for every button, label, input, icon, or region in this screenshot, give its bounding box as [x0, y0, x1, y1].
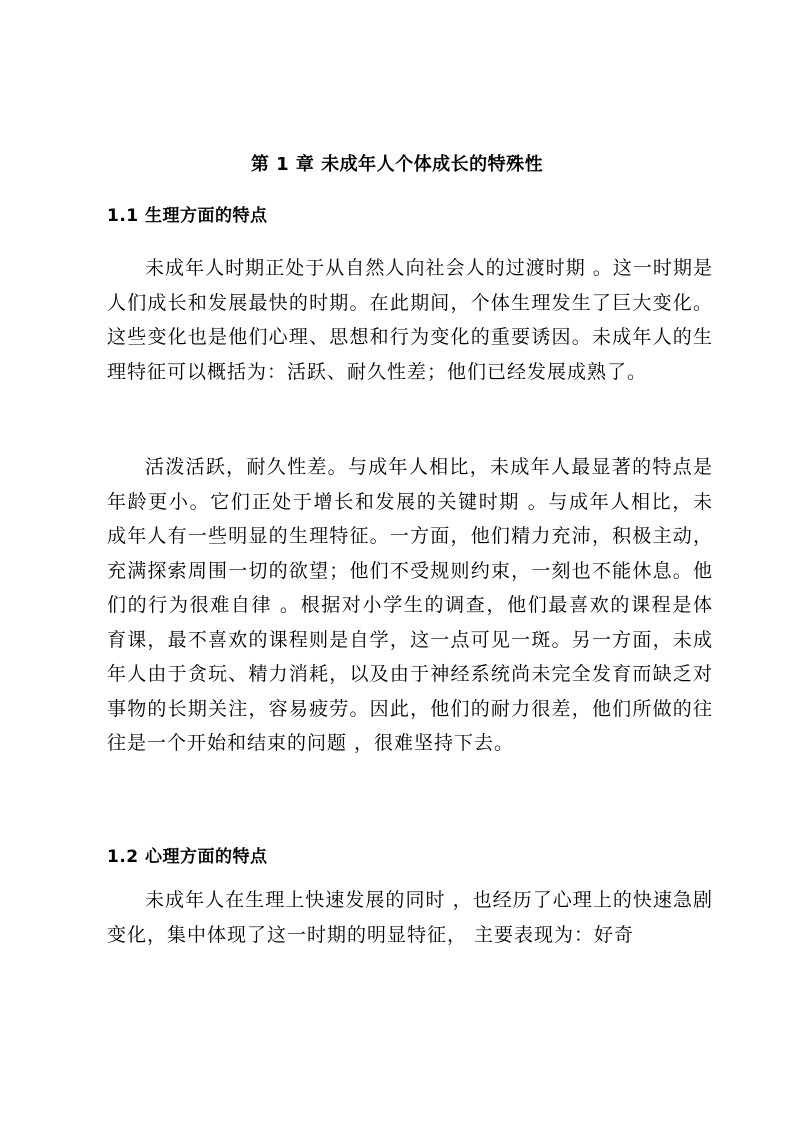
- section-heading-1-1: 1.1 生理方面的特点: [107, 206, 268, 226]
- section-heading-1-2: 1.2 心理方面的特点: [107, 847, 268, 867]
- chapter-title: 第 1 章 未成年人个体成长的特殊性: [250, 154, 544, 175]
- paragraph-1-1-energetic: 活泼活跃，耐久性差。与成年人相比，未成年人最显著的特点是年龄更小。它们正处于增长和发展的关键时期 。与成年人相比，未成年人有一些明显的生理特征。一方面，他们精力充沛，积极主动，充满探索周围一切的欲望；他们不受规则约束，一刻也不能休息。他们的行为很难自律 。根据对小学生的调查，他们最喜欢的课程是体育课，最不喜欢的课程则是自学，这一点可见一斑。另一方面，未成年人由于贪玩、精力消耗，以及由于神经系统尚未完全发育而缺乏对事物的长期关注，容易疲劳。因此，他们的耐力很差，他们所做的往往是一个开始和结束的问题 ，很难坚持下去。: [107, 456, 713, 754]
- paragraph-1-2-intro: 未成年人在生理上快速发展的同时 ，也经历了心理上的快速急剧变化，集中体现了这一时期的明显特征， 主要表现为：好奇: [107, 889, 713, 946]
- paragraph-1-1-intro: 未成年人时期正处于从自然人向社会人的过渡时期 。这一时期是人们成长和发展最快的时期。在此期间，个体生理发生了巨大变化。这些变化也是他们心理、思想和行为变化的重要诱因。未成年人的生理特征可以概括为：活跃、耐久性差；他们已经发展成熟了。: [107, 257, 713, 383]
